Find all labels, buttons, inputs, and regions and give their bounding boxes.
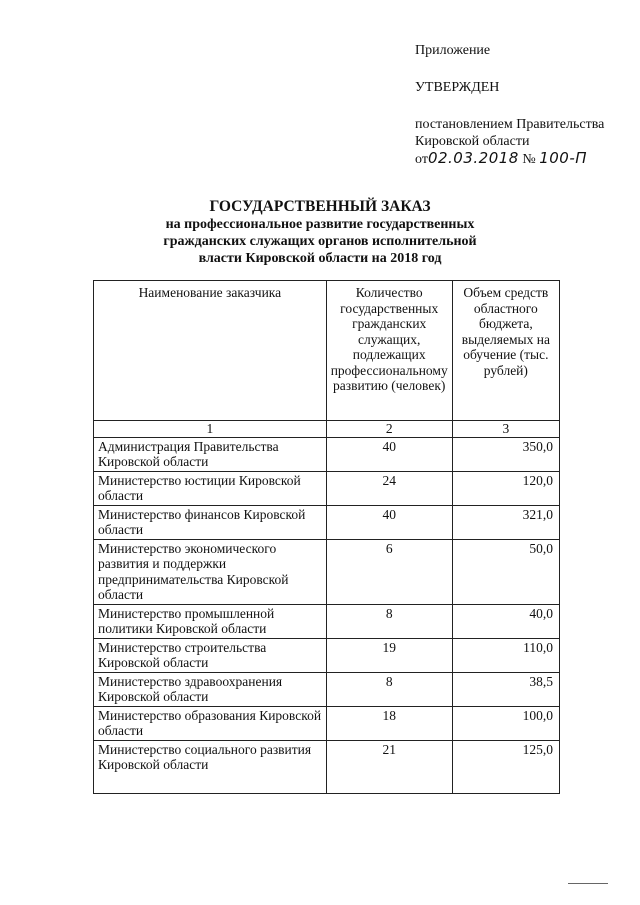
header-count: Количество государственных гражданских служащих, подлежащих профессиональному развитию (человек) (326, 281, 452, 421)
table-row (94, 471, 560, 505)
employee-count: 18 (326, 706, 452, 740)
title-line-1: ГОСУДАРСТВЕННЫЙ ЗАКАЗ (209, 198, 431, 215)
table-row (94, 437, 560, 471)
budget-amount: 100,0 (452, 706, 559, 740)
title-line-4: власти Кировской области на 2018 год (198, 251, 442, 266)
decree-date-line (415, 150, 630, 168)
approved-label: УТВЕРЖДЕН (415, 80, 500, 95)
employee-count: 19 (326, 638, 452, 672)
employee-count: 24 (326, 471, 452, 505)
appendix-label: Приложение (415, 43, 491, 58)
employee-count: 8 (326, 604, 452, 638)
customer-name: Министерство социального развития Кировской области (94, 740, 327, 793)
table-row (94, 740, 560, 793)
header-customer: Наименование заказчика (94, 281, 327, 421)
column-number: 2 (326, 421, 452, 438)
customer-name: Министерство промышленной политики Кировской области (94, 604, 327, 638)
number-prefix: № (522, 152, 536, 167)
budget-amount: 50,0 (452, 539, 559, 604)
customer-name: Министерство строительства Кировской области (94, 638, 327, 672)
decree-line-2: Кировской области (415, 134, 530, 149)
budget-amount: 40,0 (452, 604, 559, 638)
order-table (93, 280, 560, 794)
customer-name: Министерство финансов Кировской области (94, 505, 327, 539)
budget-amount: 125,0 (452, 740, 559, 793)
table-row (94, 505, 560, 539)
date-prefix: от (415, 152, 428, 167)
handwritten-date: 02.03.2018 (427, 149, 519, 167)
header-row (94, 281, 560, 421)
table-row (94, 706, 560, 740)
table-row (94, 539, 560, 604)
budget-amount: 110,0 (452, 638, 559, 672)
column-number: 3 (452, 421, 559, 438)
table-row (94, 638, 560, 672)
customer-name: Министерство здравоохранения Кировской области (94, 672, 327, 706)
handwritten-number: 100-П (539, 149, 588, 167)
footer-mark (568, 883, 608, 884)
table-row (94, 672, 560, 706)
title-line-3: гражданских служащих органов исполнительной (163, 234, 477, 249)
column-number: 1 (94, 421, 327, 438)
employee-count: 40 (326, 437, 452, 471)
customer-name: Министерство экономического развития и поддержки предпринимательства Кировской области (94, 539, 327, 604)
employee-count: 40 (326, 505, 452, 539)
employee-count: 6 (326, 539, 452, 604)
approval-block (415, 42, 630, 168)
document-title (120, 197, 520, 267)
title-line-2: на профессиональное развитие государственных (165, 217, 475, 232)
header-amount: Объем средств областного бюджета, выделяемых на обучение (тыс. рублей) (452, 281, 559, 421)
employee-count: 8 (326, 672, 452, 706)
customer-name: Министерство образования Кировской области (94, 706, 327, 740)
budget-amount: 38,5 (452, 672, 559, 706)
budget-amount: 120,0 (452, 471, 559, 505)
decree-line-1: постановлением Правительства (415, 117, 605, 132)
employee-count: 21 (326, 740, 452, 793)
budget-amount: 321,0 (452, 505, 559, 539)
budget-amount: 350,0 (452, 437, 559, 471)
customer-name: Администрация Правительства Кировской области (94, 437, 327, 471)
column-number-row (94, 421, 560, 438)
table-row (94, 604, 560, 638)
customer-name: Министерство юстиции Кировской области (94, 471, 327, 505)
